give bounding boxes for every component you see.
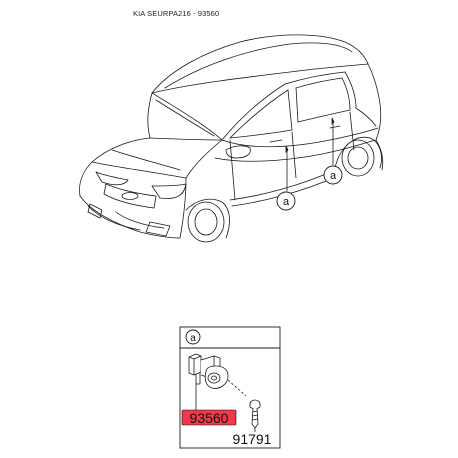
part-number-93560-label: 93560 <box>189 410 229 426</box>
sensor-location-mark-rear-door <box>332 118 334 130</box>
callout-rear-label: a <box>329 170 337 182</box>
detail-box-label: a <box>190 333 196 344</box>
callout-front <box>277 192 295 210</box>
callout-front-label: a <box>282 196 290 208</box>
document-title: KIA SEURPA216 - 93560 <box>133 9 220 18</box>
callout-leader-lines <box>287 130 333 191</box>
detail-box <box>180 327 280 448</box>
callout-rear <box>324 166 342 184</box>
part-number-91791-label: 91791 <box>232 431 272 447</box>
part-number-93560[interactable] <box>182 410 236 426</box>
sensor-location-mark-front-door <box>286 146 288 158</box>
car-illustration <box>80 35 383 242</box>
part-number-91791[interactable] <box>233 431 272 447</box>
